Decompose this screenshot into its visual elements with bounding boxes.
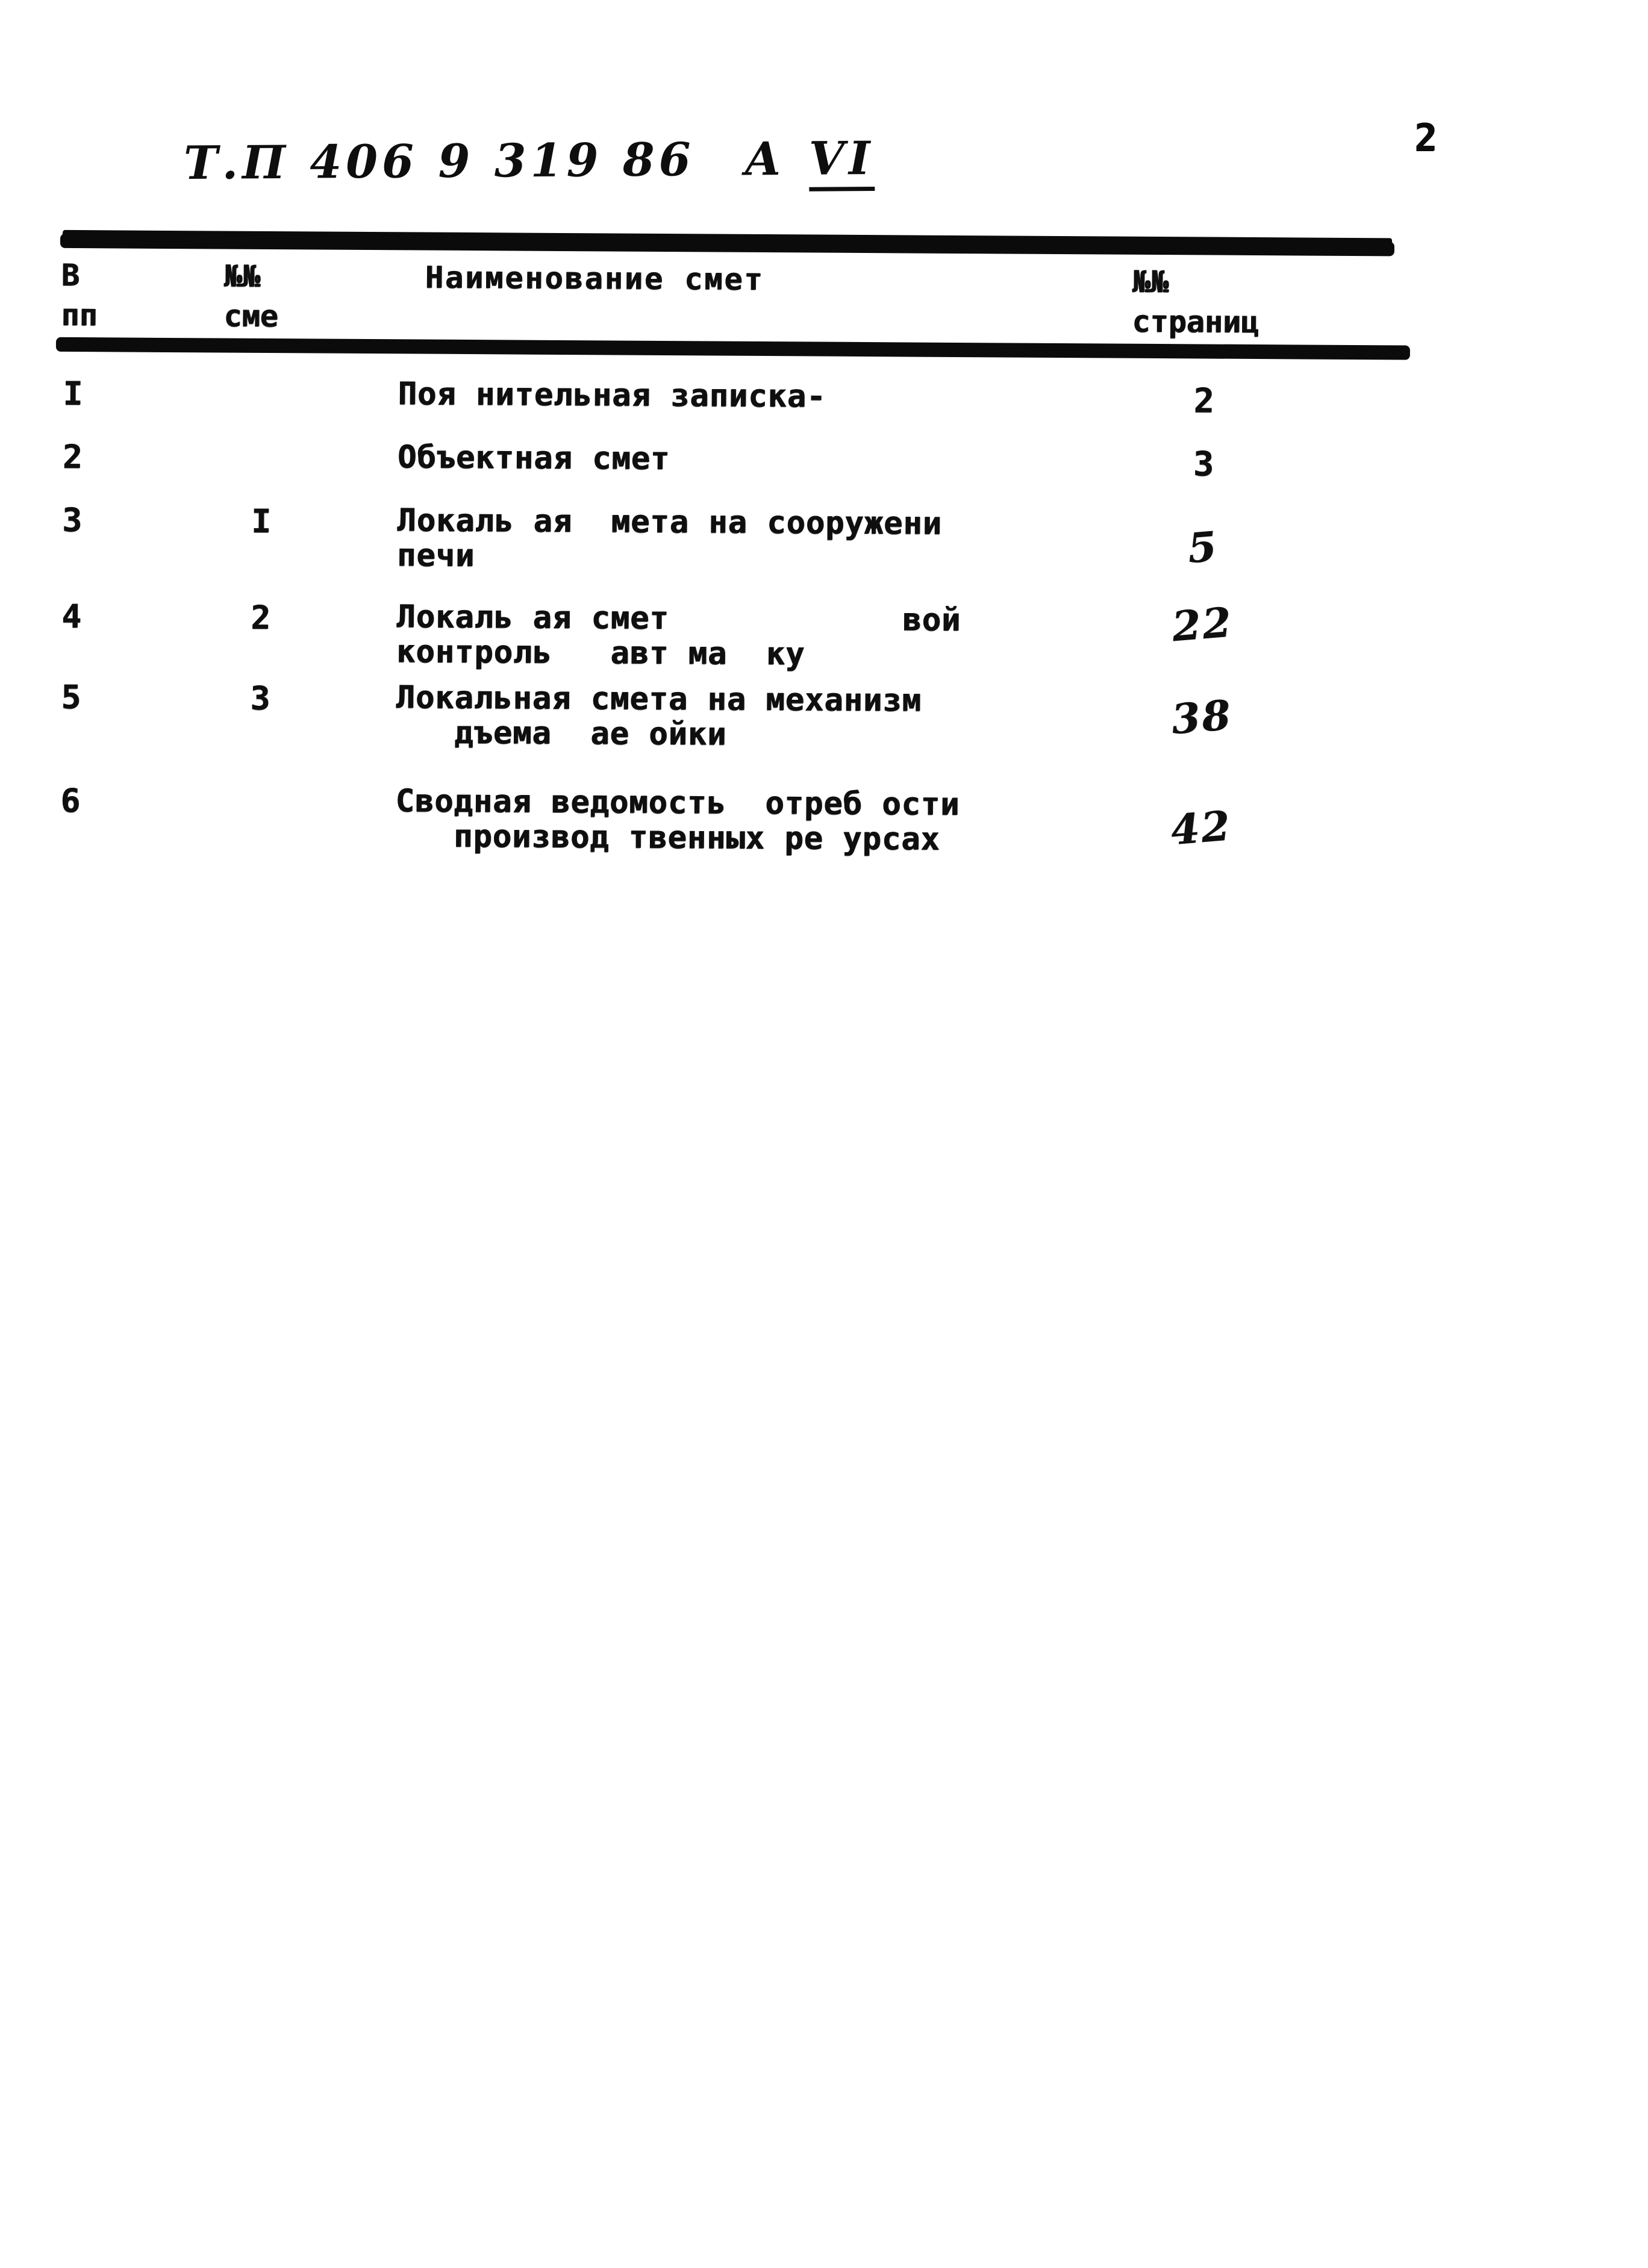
estimate-name xyxy=(396,599,961,673)
table-row xyxy=(0,500,1646,589)
estimate-name-line1: Объектная смет xyxy=(397,439,670,478)
column-header-estimate-name: Наименование смет xyxy=(425,260,764,298)
document-series-numeral: VI xyxy=(809,131,875,192)
estimate-name-line2: дъема ае ойки xyxy=(395,714,727,753)
estimate-name xyxy=(398,376,826,414)
document-code-number: Т.П 406 9 319 86 xyxy=(183,132,695,190)
estimate-name xyxy=(395,784,960,857)
estimate-name-line1: Сводная ведомость отреб ости xyxy=(395,783,960,823)
contents-table xyxy=(0,0,1648,1033)
estimate-name-line1: Локальная смета на механизм xyxy=(396,679,922,719)
row-number: 4 xyxy=(61,597,81,636)
row-number: 3 xyxy=(61,500,82,540)
column-header-estimate-number-line1: №№ xyxy=(223,258,261,294)
column-header-page-count-line2: страниц xyxy=(1132,304,1259,340)
row-number: 5 xyxy=(61,678,81,717)
page-number: 2 xyxy=(1414,116,1437,160)
estimate-name-line2: контроль авт ма ку xyxy=(396,634,805,673)
estimate-name xyxy=(397,503,942,576)
row-number: I xyxy=(63,374,83,413)
estimate-name-line2: производ твенных ре урсах xyxy=(395,818,940,858)
page-number-cell: 38 xyxy=(1169,691,1234,744)
column-header-page-count xyxy=(1132,262,1259,342)
column-header-row-number-line1: В xyxy=(61,257,80,293)
table-top-rule xyxy=(60,234,1394,257)
estimate-name xyxy=(396,680,922,753)
estimate-name-line2: печи xyxy=(396,537,475,575)
document-series-letter: А xyxy=(744,131,789,186)
page-number-cell: 3 xyxy=(1193,444,1214,484)
estimate-number: 3 xyxy=(250,679,270,718)
column-header-estimate-number xyxy=(223,257,278,337)
column-header-estimate-number-line2: сме xyxy=(223,298,278,334)
table-row xyxy=(0,597,1646,685)
estimate-name xyxy=(398,440,670,476)
estimate-number: I xyxy=(251,502,271,541)
page-number-cell: 5 xyxy=(1185,522,1220,573)
estimate-name-line1: Поя нительная записка- xyxy=(398,376,826,415)
row-number: 2 xyxy=(62,437,83,476)
page-number-cell: 22 xyxy=(1170,598,1235,652)
column-header-row-number-line2: пп xyxy=(61,297,98,333)
table-row xyxy=(0,781,1644,870)
column-header-page-count-line1: №№ xyxy=(1132,264,1169,300)
row-number: 6 xyxy=(60,781,81,820)
page-number-cell: 2 xyxy=(1193,381,1214,421)
column-header-row-number xyxy=(61,255,98,335)
estimate-name-line1: Локаль ая смет вой xyxy=(396,599,961,639)
table-row xyxy=(0,678,1646,766)
estimate-name-line1: Локаль ая мета на сооружени xyxy=(396,502,942,542)
page-number-cell: 42 xyxy=(1169,802,1234,855)
estimate-number: 2 xyxy=(250,598,270,637)
